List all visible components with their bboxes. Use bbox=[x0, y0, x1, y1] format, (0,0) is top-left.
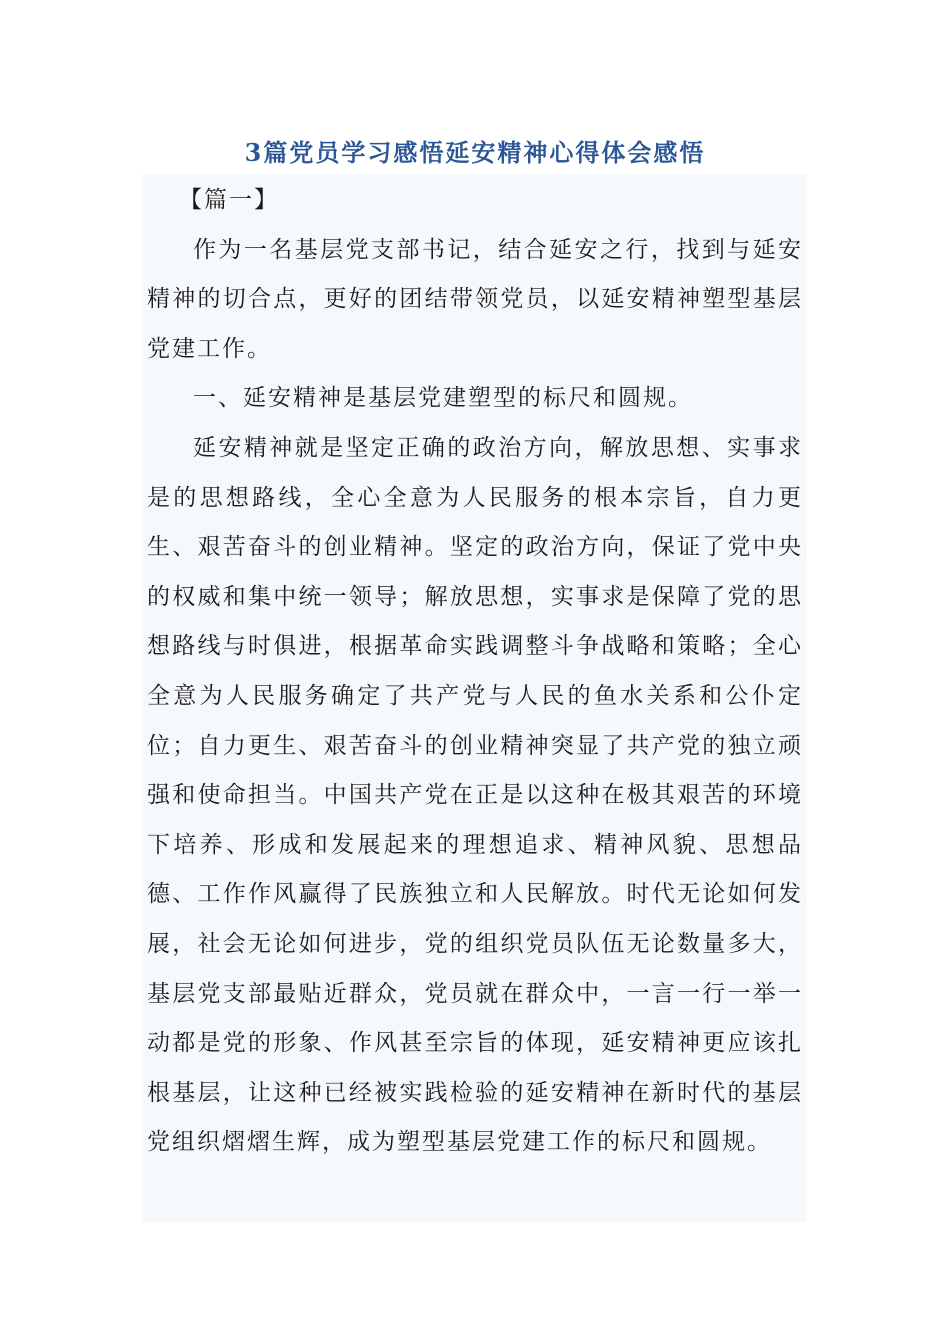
paragraph-main: 延安精神就是坚定正确的政治方向，解放思想、实事求是的思想路线，全心全意为人民服务的根本宗旨，自力更生、艰苦奋斗的创业精神。坚定的政治方向，保证了党中央的权威和集中统一领导；解放思想，实事求是保障了党的思想路线与时俱进，根据革命实践调整斗争战略和策略；全心全意为人民服务确定了共产党与人民的鱼水关系和公仆定位；自力更生、艰苦奋斗的创业精神突显了共产党的独立顽强和使命担当。中国共产党在正是以这种在极其艰苦的环境下培养、形成和发展起来的理想追求、精神风貌、思想品德、工作作风赢得了民族独立和人民解放。时代无论如何发展，社会无论如何进步，党的组织党员队伍无论数量多大，基层党支部最贴近群众，党员就在群众中，一言一行一举一动都是党的形象、作风甚至宗旨的体现，延安精神更应该扎根基层，让这种已经被实践检验的延安精神在新时代的基层党组织熠熠生辉，成为塑型基层党建工作的标尺和圆规。 bbox=[147, 434, 803, 1156]
paragraph-heading: 一、延安精神是基层党建塑型的标尺和圆规。 bbox=[193, 385, 693, 412]
document-body bbox=[147, 176, 803, 1168]
section-mark: 【篇一】 bbox=[179, 187, 279, 213]
paragraph-intro: 作为一名基层党支部书记，结合延安之行，找到与延安精神的切合点，更好的团结带领党员，以延安精神塑型基层党建工作。 bbox=[147, 236, 803, 362]
document-title: 3篇党员学习感悟延安精神心得体会感悟 bbox=[244, 138, 706, 167]
